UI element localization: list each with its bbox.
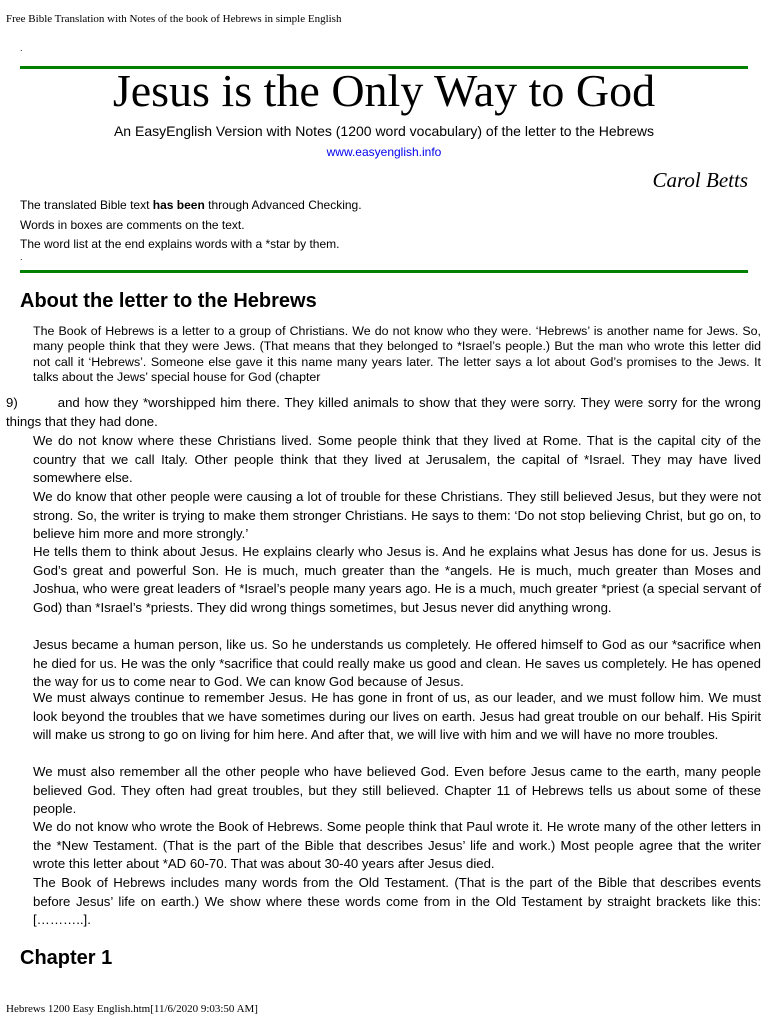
chapter-heading: Chapter 1 [20, 947, 113, 969]
about-heading: About the letter to the Hebrews [20, 290, 317, 312]
about-paragraph: We must always continue to remember Jesus. He has gone in front of us, as our leader, and we must follow him. We must look beyond the troubles that we have sometimes during our lives on earth. Jesus had great trouble on our behalf. His Spirit will make us strong to go on living for him here. And after that, we will live with him and we will have no more troubles. [33, 690, 761, 743]
about-paragraph: We must also remember all the other people who have believed God. Even before Jesus came to the earth, many people believed God. They often had great troubles, but they still believed. Chapter 11 of Hebrews tells us about some of these people. [33, 764, 761, 817]
checking-note-bold: has been [152, 198, 205, 212]
checking-note [20, 198, 362, 212]
checking-note-end: through Advanced Checking. [204, 198, 362, 212]
about-paragraph: We do know that other people were causing a lot of trouble for these Christians. They still believed Jesus, but they were not strong. So, the writer is trying to make them stronger Christians. He says to them: ‘Do not stop believing Christ, but go on, to believe him more and more strongly.’ [33, 489, 761, 542]
about-intro-paragraph: The Book of Hebrews is a letter to a group of Christians. We do not know who they were. ‘Hebrews’ is another name for Jews. So, many people think that they were Jews. (That means that they belonged to *Israel’s people.) But the man who wrote this letter did not call it ‘Hebrews’. Someone else gave it this name many years later. The letter says a lot about God’s promises to the Jews. It talks about the Jews’ special house for God (chapter [33, 324, 761, 385]
print-footer: Hebrews 1200 Easy English.htm[11/6/2020 9:03:50 AM] [6, 1003, 258, 1015]
spacer-dot-top: . [20, 43, 23, 53]
print-header: Free Bible Translation with Notes of the book of Hebrews in simple English [6, 13, 342, 25]
about-paragraph: Jesus became a human person, like us. So he understands us completely. He offered himself to God as our *sacrifice when he died for us. He was the only *sacrifice that could really make us good and clean. He saves us completely. He has opened the way for us to come near to God. We can know God because of Jesus. [33, 637, 761, 690]
document-subtitle: An EasyEnglish Version with Notes (1200 word vocabulary) of the letter to the Hebrews [113, 123, 655, 139]
checking-note-start: The translated Bible text [20, 198, 153, 212]
about-paragraph: He tells them to think about Jesus. He explains clearly who Jesus is. And he explains what Jesus has done for us. Jesus is God’s great and powerful Son. He is much, much greater than the *angels. He is much, much greater than Moses and Joshua, who were great leaders of *Israel’s people many years ago. He is a much, much greater *priest (a special servant of God) than *Israel’s *priests. They did wrong things sometimes, but Jesus never did anything wrong. [33, 544, 761, 615]
website-link[interactable]: www.easyenglish.info [326, 145, 442, 159]
author-name: Carol Betts [652, 168, 748, 192]
document-title: Jesus is the Only Way to God [112, 65, 656, 116]
about-paragraph: We do not know who wrote the Book of Hebrews. Some people think that Paul wrote it. He wrote many of the other letters in the *New Testament. (That is the part of the Bible that describes Jesus’ life and work.) Most people agree that the writer wrote this letter about *AD 60-70. That was about 30-40 years after Jesus died. [33, 819, 761, 872]
about-paragraph: We do not know where these Christians lived. Some people think that they lived at Rome. That is the capital city of the country that we call Italy. Other people think that they lived at Jerusalem, the capital of *Israel. They may have lived somewhere else. [33, 433, 761, 486]
about-continuation-paragraph [6, 394, 761, 431]
about-paragraph: The Book of Hebrews includes many words from the Old Testament. (That is the part of the Bible that describes events before Jesus’ life on earth.) We show where these words come from in the Old Testament by straight brackets like this: [………..]. [33, 875, 761, 928]
continuation-text: and how they *worshipped him there. They killed animals to show that they were sorry. They were sorry for the wrong things that they had done. [6, 395, 761, 429]
spacer-dot-mid: . [20, 252, 23, 262]
word-list-note: The word list at the end explains words with a *star by them. [20, 237, 340, 251]
boxes-note: Words in boxes are comments on the text. [20, 218, 245, 232]
section-divider [20, 270, 748, 273]
continuation-chapter-number: 9) [6, 395, 18, 410]
